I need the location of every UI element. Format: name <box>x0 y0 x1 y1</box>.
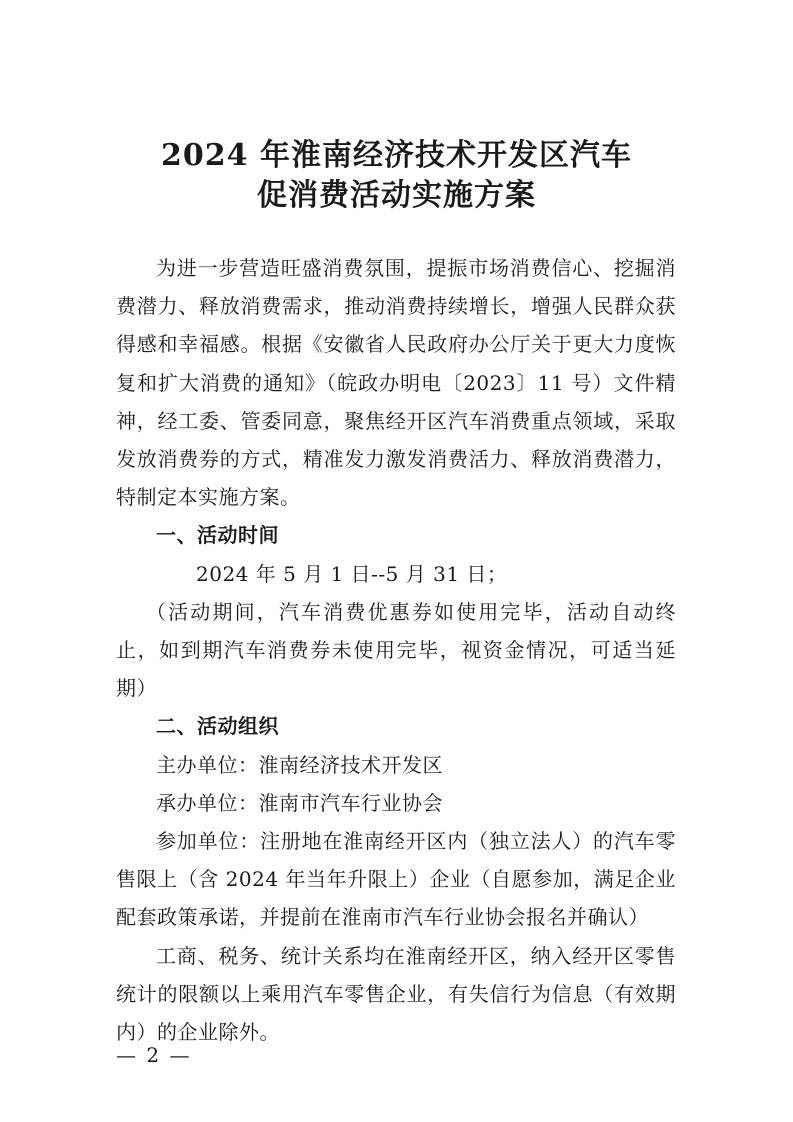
intro-paragraph: 为进一步营造旺盛消费氛围，提振市场消费信心、挖掘消费潜力、释放消费需求，推动消费持续增长，增强人民群众获得感和幸福感。根据《安徽省人民政府办公厅关于更大力度恢复和扩大消费的通知》（皖政办明电〔2023〕11 号）文件精神，经工委、管委同意，聚焦经开区汽车消费重点领域，采取发放消费券的方式，精准发力激发消费活力、释放消费潜力，特制定本实施方案。 <box>116 256 676 510</box>
activity-date: 2024 年 5 月 1 日--5 月 31 日； <box>196 561 508 586</box>
organizer-unit: 承办单位：淮南市汽车行业协会 <box>156 790 443 815</box>
document-title-line-2: 促消费活动实施方案 <box>257 178 536 213</box>
document-title-line-1: 2024 年淮南经济技术开发区汽车 <box>161 138 632 173</box>
participant-units: 参加单位：注册地在淮南经开区内（独立法人）的汽车零售限上（含 2024 年当年升限上）企业（自愿参加，满足企业配套政策承诺，并提前在淮南市汽车行业协会报名并确认） <box>116 829 676 930</box>
section-1-heading: 一、活动时间 <box>156 523 279 548</box>
section-2-heading: 二、活动组织 <box>156 714 279 739</box>
host-unit: 主办单位：淮南经济技术开发区 <box>156 752 443 777</box>
participant-conditions: 工商、税务、统计关系均在淮南经开区，纳入经开区零售统计的限额以上乘用汽车零售企业，有失信行为信息（有效期内）的企业除外。 <box>116 943 676 1045</box>
page-number: — 2 — <box>116 1043 192 1067</box>
document-body <box>116 249 676 1051</box>
activity-note: （活动期间，汽车消费优惠券如使用完毕，活动自动终止，如到期汽车消费券未使用完毕，视资金情况，可适当延期） <box>116 599 676 701</box>
